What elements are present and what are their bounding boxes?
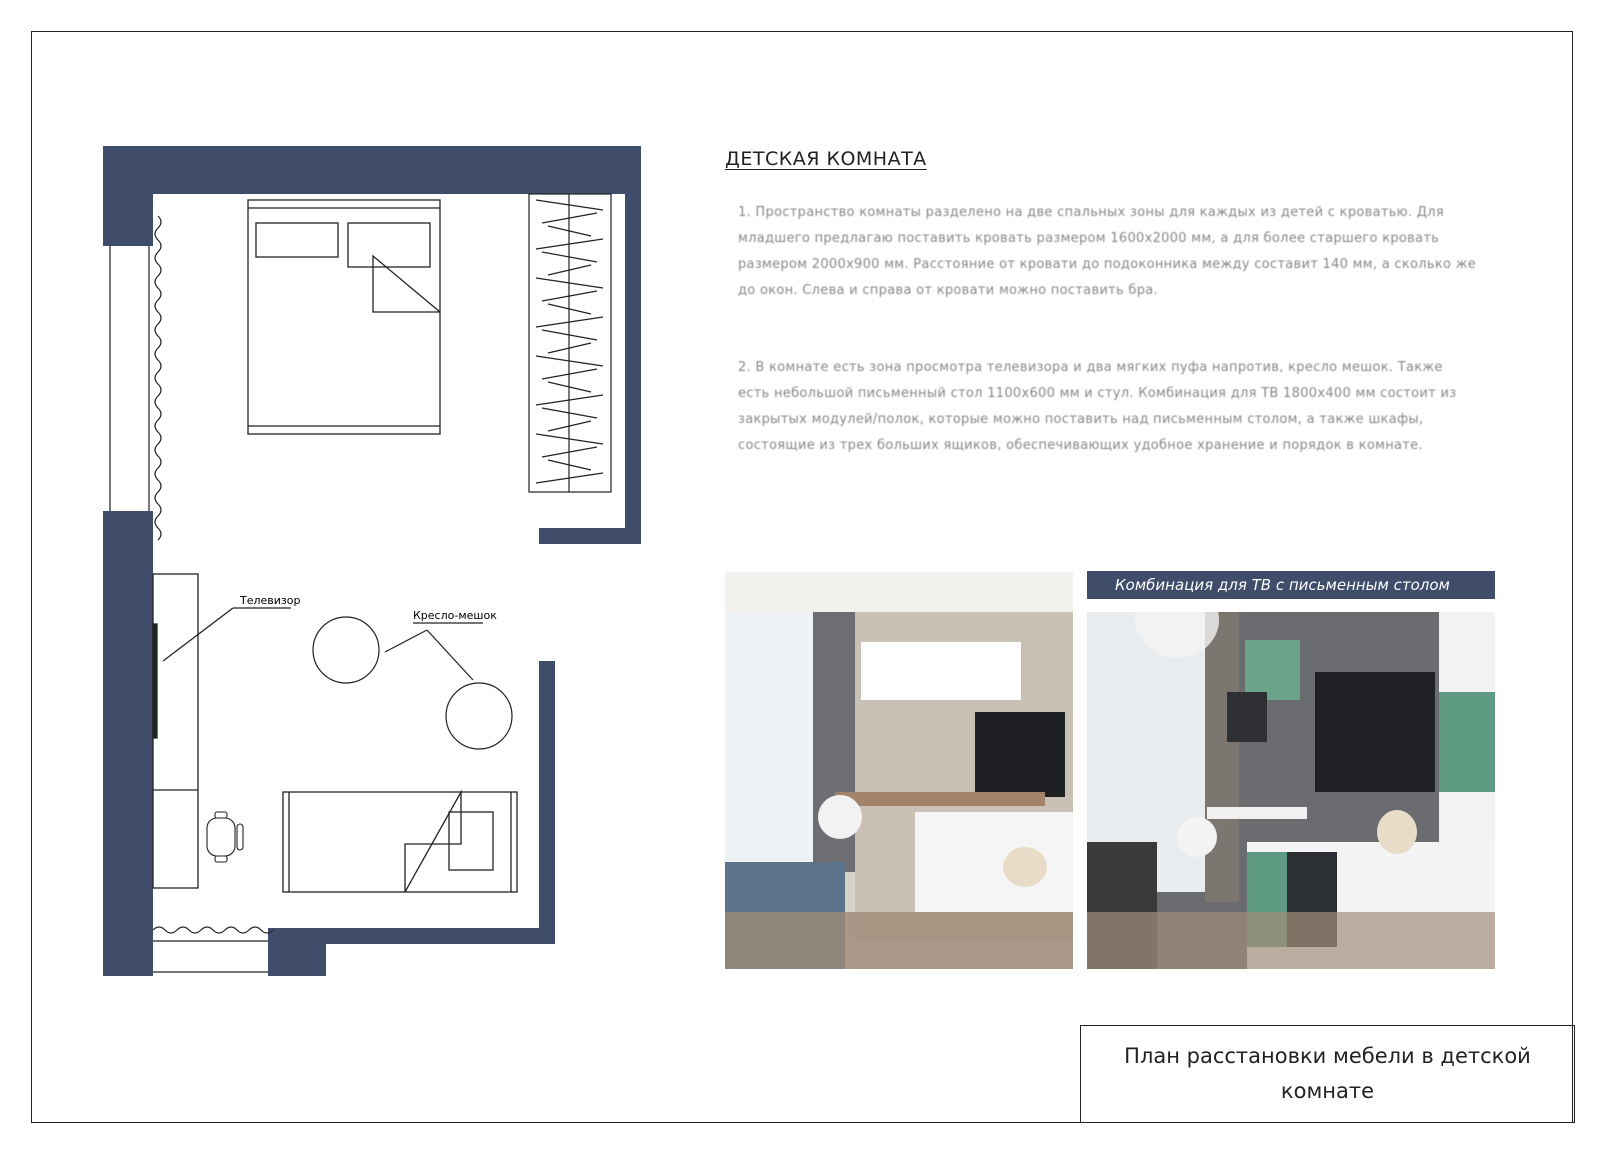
walls (103, 146, 641, 976)
double-bed (248, 200, 440, 434)
page-title: ДЕТСКАЯ КОМНАТА (725, 148, 927, 170)
label-beanbag: Кресло-мешок (413, 609, 497, 622)
tv-unit (153, 574, 291, 888)
wall-right-upper (625, 146, 641, 528)
wall-right-lower (539, 661, 555, 944)
curtain-bottom (153, 927, 273, 933)
wall-left-upper (103, 146, 153, 246)
interior-photo-1 (725, 572, 1073, 969)
wall-left-lower (103, 511, 153, 976)
window-bottom (153, 941, 268, 972)
title-block-text: План расстановки мебели в детской комнате (1124, 1044, 1531, 1103)
description-paragraph-1: 1. Пространство комнаты разделено на две спальных зоны для каждых из детей с кроватью. Для младшего предлагаю поставить кровать размером 1600х2000 мм, а для более старшего кровать размером 2000х900 мм. Расстояние от кровати до подоконника между составит 140 мм, а сколько же до окон. Слева и справа от кровати можно поставить бра. (738, 205, 1477, 298)
floor-plan (103, 146, 643, 976)
interior-photo-2 (1087, 612, 1495, 969)
wardrobe (529, 194, 611, 492)
wall-top (103, 146, 641, 194)
description-paragraph-2: 2. В комнате есть зона просмотра телевизора и два мягких пуфа напротив, кресло мешок. Также есть небольшой письменный стол 1100х600 мм и стул. Комбинация для ТВ 1800х400 мм состоит из закрытых модулей/полок, которые можно поставить над письменным столом, а также шкафы, состоящие из трех больших ящиков, обеспечивающих удобное хранение и порядок в комнате. (738, 360, 1457, 453)
photo-caption: Комбинация для ТВ с письменным столом (1087, 571, 1495, 599)
single-bed (283, 792, 517, 892)
wall-right-stub (539, 528, 641, 544)
desk-chair (207, 812, 243, 862)
beanbag-chairs (313, 617, 512, 749)
label-tv: Телевизор (240, 594, 301, 607)
wall-bottom-stub (268, 928, 326, 976)
curtain-left (155, 216, 161, 540)
title-block (1080, 1025, 1575, 1123)
window-left (110, 246, 149, 511)
